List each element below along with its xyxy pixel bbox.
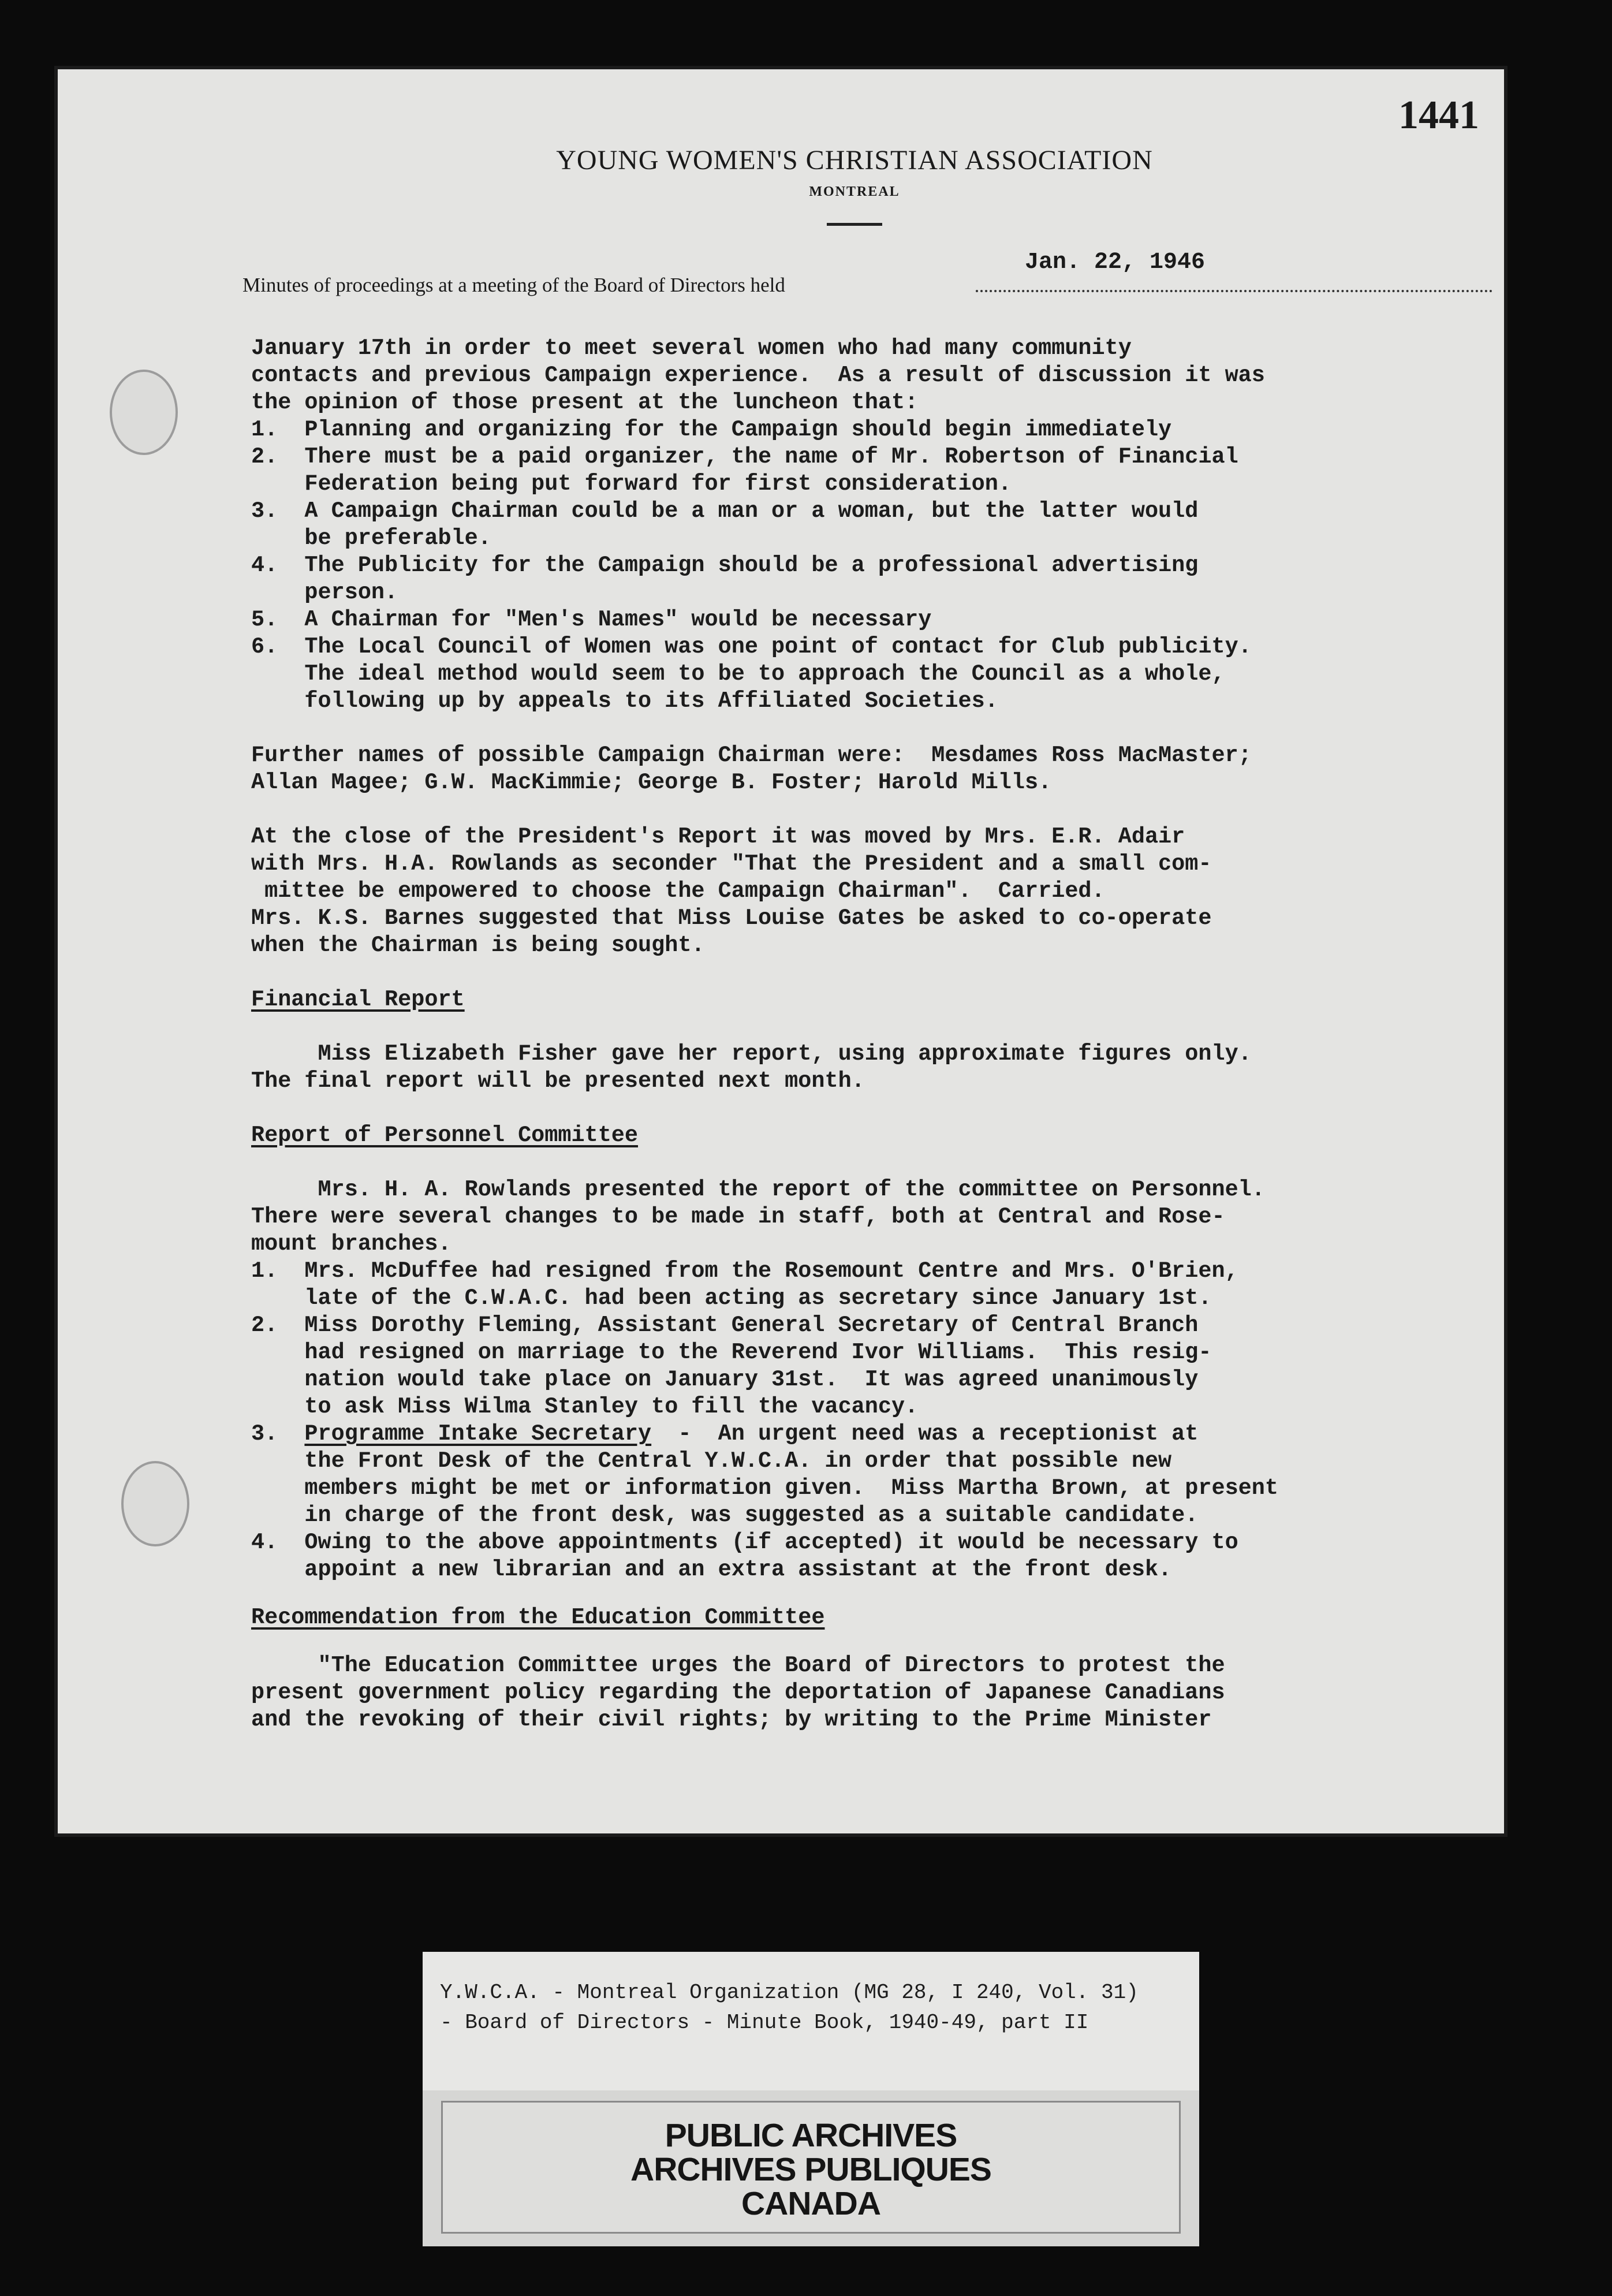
text-line: person. <box>251 580 398 605</box>
financial-report-heading <box>251 986 1504 1013</box>
stamp-frame <box>441 2101 1181 2234</box>
minutes-body <box>251 335 1504 1734</box>
punch-hole-bottom <box>121 1461 189 1546</box>
text-line: At the close of the President's Report it was moved by Mrs. E.R. Adair <box>251 824 1185 849</box>
personnel-committee-heading <box>251 1122 1504 1149</box>
list-item: 1. Mrs. McDuffee had resigned from the Rosemount Centre and Mrs. O'Brien, <box>251 1258 1238 1284</box>
text-line: Miss Elizabeth Fisher gave her report, using approximate figures only. <box>251 1041 1252 1067</box>
reference-line: - Board of Directors - Minute Book, 1940-49, part II <box>440 2011 1089 2034</box>
list-item: 2. Miss Dorothy Fleming, Assistant General Secretary of Central Branch <box>251 1313 1199 1338</box>
text-line: be preferable. <box>251 525 491 551</box>
text-line: members might be met or information given. Miss Martha Brown, at present <box>251 1475 1278 1501</box>
text-line: the Front Desk of the Central Y.W.C.A. in order that possible new <box>251 1448 1172 1474</box>
text-line: nation would take place on January 31st. It was agreed unanimously <box>251 1367 1199 1392</box>
text-line: with Mrs. H.A. Rowlands as seconder "That the President and a small com- <box>251 851 1212 877</box>
text-line: to ask Miss Wilma Stanley to fill the vacancy. <box>251 1394 919 1419</box>
text-line: There were several changes to be made in staff, both at Central and Rose- <box>251 1204 1225 1229</box>
stamp-line: CANADA <box>741 2185 880 2222</box>
item-number: 3. <box>251 1421 305 1447</box>
text-line: appoint a new librarian and an extra assistant at the front desk. <box>251 1557 1172 1582</box>
archive-reference-label <box>423 1952 1199 2102</box>
letterhead <box>508 144 1201 226</box>
text-line: had resigned on marriage to the Reverend Ivor Williams. This resig- <box>251 1340 1212 1365</box>
reference-line: Y.W.C.A. - Montreal Organization (MG 28, I 240, Vol. 31) <box>440 1981 1139 2004</box>
text-line: Mrs. K.S. Barnes suggested that Miss Louise Gates be asked to co-operate <box>251 905 1212 931</box>
text-line: "The Education Committee urges the Board of Directors to protest the <box>251 1653 1225 1678</box>
stamp-text <box>443 2119 1179 2221</box>
text-line: The ideal method would seem to be to approach the Council as a whole, <box>251 661 1225 687</box>
text-line: present government policy regarding the deportation of Japanese Canadians <box>251 1680 1225 1705</box>
paragraph-luncheon <box>251 335 1504 715</box>
education-committee-heading <box>251 1604 1504 1631</box>
item-text: - An urgent need was a receptionist at <box>651 1421 1199 1447</box>
text-line: The final report will be presented next month. <box>251 1068 865 1094</box>
heading-text: Financial Report <box>251 987 465 1012</box>
list-item: 6. The Local Council of Women was one point of contact for Club publicity. <box>251 634 1252 659</box>
paragraph-financial <box>251 1041 1504 1095</box>
text-line: January 17th in order to meet several women who had many community <box>251 336 1132 361</box>
dotted-fill-line <box>976 290 1492 292</box>
list-item: 3. A Campaign Chairman could be a man or a woman, but the latter would <box>251 498 1199 524</box>
text-line: Allan Magee; G.W. MacKimmie; George B. Foster; Harold Mills. <box>251 770 1052 795</box>
text-line: Further names of possible Campaign Chairman were: Mesdames Ross MacMaster; <box>251 743 1252 768</box>
meeting-date: Jan. 22, 1946 <box>1025 249 1206 275</box>
text-line: mount branches. <box>251 1231 451 1257</box>
list-item: 1. Planning and organizing for the Campaign should begin immediately <box>251 417 1172 442</box>
letterhead-rule <box>827 223 882 226</box>
list-item: 4. Owing to the above appointments (if accepted) it would be necessary to <box>251 1530 1238 1555</box>
list-item: 2. There must be a paid organizer, the name of Mr. Robertson of Financial <box>251 444 1238 469</box>
text-line: the opinion of those present at the luncheon that: <box>251 390 919 415</box>
text-line: in charge of the front desk, was suggested as a suitable candidate. <box>251 1503 1199 1528</box>
text-line: Federation being put forward for first consideration. <box>251 471 1012 497</box>
paragraph-personnel <box>251 1176 1504 1583</box>
paragraph-education <box>251 1652 1504 1734</box>
list-item <box>251 1421 1504 1448</box>
heading-text: Report of Personnel Committee <box>251 1123 639 1148</box>
paragraph-campaign-names <box>251 742 1504 796</box>
organization-city: MONTREAL <box>809 184 900 199</box>
archives-stamp <box>423 2090 1199 2246</box>
text-line: Mrs. H. A. Rowlands presented the report of the committee on Personnel. <box>251 1177 1265 1202</box>
stamp-line: PUBLIC ARCHIVES <box>665 2117 957 2154</box>
minutes-header <box>242 248 1492 300</box>
page-number: 1441 <box>1398 93 1479 137</box>
organization-name: YOUNG WOMEN'S CHRISTIAN ASSOCIATION <box>556 145 1153 176</box>
stamp-line: ARCHIVES PUBLIQUES <box>630 2151 991 2188</box>
text-line: contacts and previous Campaign experience. As a result of discussion it was <box>251 363 1265 388</box>
minutes-label: Minutes of proceedings at a meeting of the Board of Directors held <box>242 274 785 296</box>
text-line: mittee be empowered to choose the Campaign Chairman". Carried. <box>251 878 1105 904</box>
text-line: late of the C.W.A.C. had been acting as secretary since January 1st. <box>251 1285 1212 1311</box>
punch-hole-top <box>110 370 178 455</box>
paragraph-motion <box>251 823 1504 959</box>
item-title: Programme Intake Secretary <box>304 1421 652 1447</box>
list-item: 5. A Chairman for "Men's Names" would be necessary <box>251 607 932 632</box>
heading-text: Recommendation from the Education Committee <box>251 1605 825 1630</box>
list-item: 4. The Publicity for the Campaign should be a professional advertising <box>251 553 1199 578</box>
text-line: when the Chairman is being sought. <box>251 933 705 958</box>
text-line: following up by appeals to its Affiliated Societies. <box>251 688 998 714</box>
text-line: and the revoking of their civil rights; by writing to the Prime Minister <box>251 1707 1212 1732</box>
